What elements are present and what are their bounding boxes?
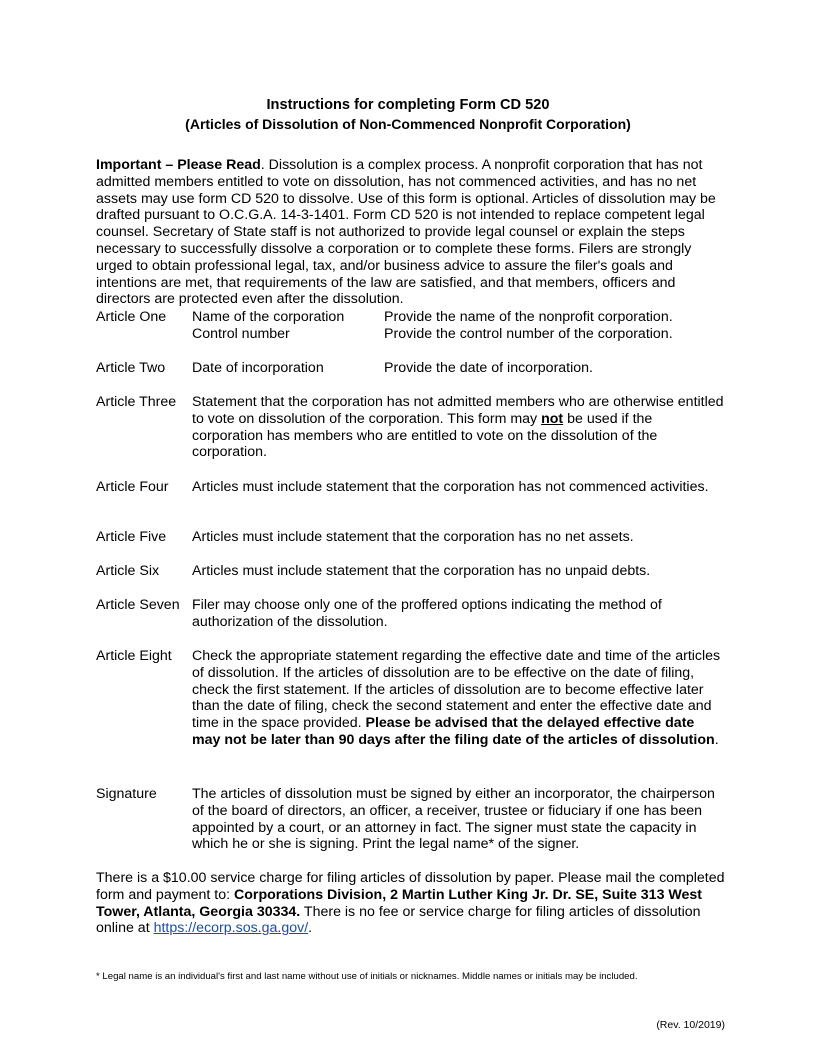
article-two-rows — [192, 360, 732, 377]
field-instruction: Provide the control number of the corporation. — [384, 325, 673, 342]
article-three-label: Article Three — [96, 394, 177, 410]
intro-text: . Dissolution is a complex process. A nonprofit corporation that has not admitted members entitled to vote on dissolution, has not commenced activities, and has no net assets may use form CD 520 to dissolve. Use of this form is optional. Articles of dissolution may be drafted pursuant to O.C.G.A. 14-3-1401. Form CD 520 is not intended to replace competent legal counsel. Secretary of State staff is not authorized to provide legal counsel or explain the steps necessary to successfully dissolve a corporation or to complete these forms. Filers are strongly urged to obtain professional legal, tax, and/or business advice to assure the filer's goals and intentions are met, that requirements of the law are satisfied, and that members, officers and directors are protected even after the dissolution. — [96, 157, 716, 308]
article-two-label: Article Two — [96, 360, 166, 376]
page-subtitle: (Articles of Dissolution of Non-Commenced Nonprofit Corporation) — [185, 116, 631, 132]
article-four-label: Article Four — [96, 479, 169, 495]
text-part: . — [308, 920, 313, 937]
ecorp-link[interactable]: https://ecorp.sos.ga.gov/ — [153, 920, 309, 937]
article-five-label: Article Five — [96, 529, 167, 545]
article-one-row — [192, 326, 732, 343]
article-six-text: Articles must include statement that the corporation has no unpaid debts. — [192, 563, 651, 579]
emphasis-not: not — [541, 410, 564, 427]
article-one-rows — [192, 309, 732, 343]
article-three-text — [192, 394, 726, 461]
signature-label: Signature — [96, 786, 157, 802]
article-eight-text — [192, 648, 726, 749]
field-name: Name of the corporation — [192, 309, 345, 325]
delayed-date-warning: Please be advised that the delayed effective date may not be later than 90 days after the filing date of the articles of dissolution — [192, 715, 715, 748]
intro-lead: Important – Please Read — [96, 157, 261, 173]
article-four-text: Articles must include statement that the corporation has not commenced activities. — [192, 479, 709, 495]
intro-paragraph — [96, 157, 726, 308]
page-title: Instructions for completing Form CD 520 — [266, 97, 550, 113]
article-eight-label: Article Eight — [96, 648, 172, 664]
footnote: * Legal name is an individual's first and last name without use of initials or nicknames. Middle names or initials may be included. — [96, 971, 638, 982]
text-part: . — [714, 731, 719, 748]
text-part: Check the appropriate statement regarding the effective date and time of the articles of dissolution. If the articles of dissolution are to be effective on the date of filing, check the first statement. If the articles of dissolution are to become effective later than the date of filing, check the second statement and enter the effective date and time in the space provided. — [192, 648, 721, 732]
field-instruction: Provide the date of incorporation. — [384, 360, 594, 376]
article-five-text: Articles must include statement that the corporation has no net assets. — [192, 529, 634, 545]
text-part: There is a $10.00 service charge for filing articles of dissolution by paper. Please mail the completed form and payment to: — [96, 870, 725, 903]
article-one-row — [192, 309, 732, 326]
article-six-label: Article Six — [96, 563, 160, 579]
field-name: Date of incorporation — [192, 360, 324, 376]
text-part: be used if the corporation has members who are entitled to vote on the dissolution of the corporation. — [192, 410, 658, 461]
revision-date: (Rev. 10/2019) — [656, 1019, 725, 1031]
article-two-row — [192, 360, 732, 377]
text-part: Statement that the corporation has not admitted members who are otherwise entitled to vote on dissolution of the corporation. This form may — [192, 394, 724, 427]
field-instruction: Provide the name of the nonprofit corporation. — [384, 309, 673, 325]
mailing-address: Corporations Division, 2 Martin Luther King Jr. Dr. SE, Suite 313 West Tower, Atlanta, Georgia 30334. — [96, 886, 703, 920]
field-name: Control number — [192, 325, 290, 342]
fee-paragraph — [96, 870, 726, 937]
article-seven-label: Article Seven — [96, 597, 180, 613]
article-one-label: Article One — [96, 309, 167, 325]
signature-text: The articles of dissolution must be signed by either an incorporator, the chairperson of the board of directors, an officer, a receiver, trustee or fiduciary if one has been appointed by a court, or an attorney in fact. The signer must state the capacity in which he or she is signing. Print the legal name* of the signer. — [192, 786, 715, 853]
article-seven-text: Filer may choose only one of the proffered options indicating the method of authorization of the dissolution. — [192, 597, 662, 630]
text-part: There is no fee or service charge for filing articles of dissolution online at — [96, 903, 701, 937]
